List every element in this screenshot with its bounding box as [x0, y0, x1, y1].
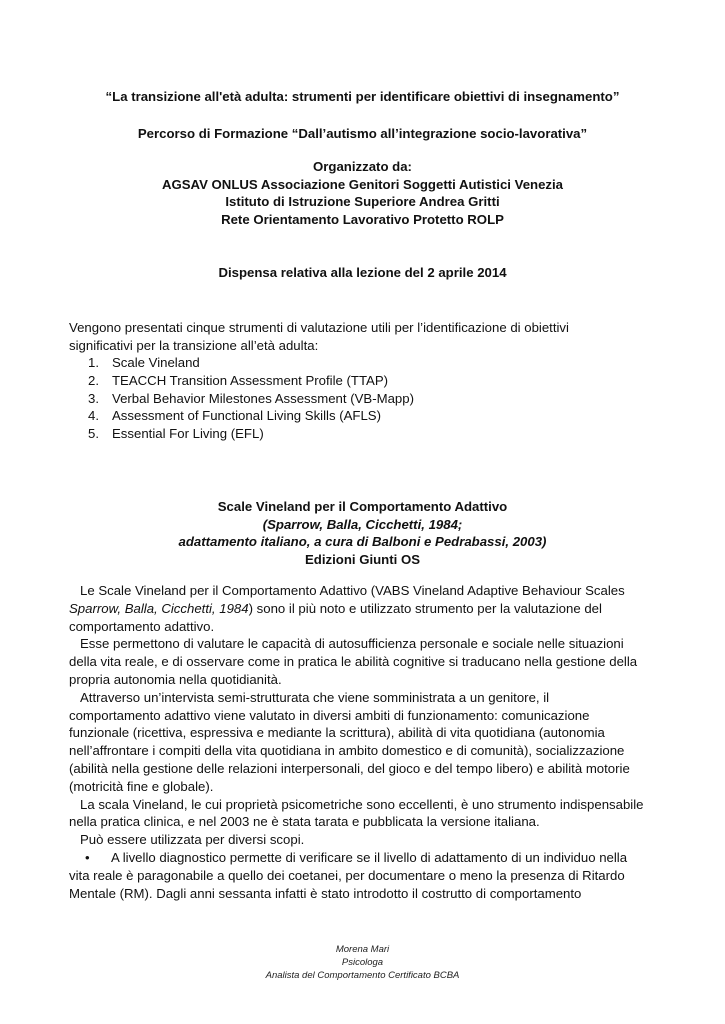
paragraph-line: [69, 600, 659, 618]
section-body: [69, 582, 659, 902]
list-number: 3.: [88, 390, 99, 406]
organizer-agsav: AGSAV ONLUS Associazione Genitori Soggetti Autistici Venezia: [161, 176, 564, 192]
list-text: Essential For Living (EFL): [112, 426, 264, 442]
paragraph-line: [69, 582, 659, 600]
list-number: 1.: [88, 355, 99, 370]
list-number: 4.: [88, 408, 99, 424]
paragraph-line: della vita reale, e di osservare come in pratica le abilità cognitive si traducano nella gestione della: [69, 654, 638, 670]
bullet-icon: •: [85, 849, 90, 865]
paragraph-line: propria autonomia nella quotidianità.: [69, 671, 282, 687]
list-number: 2.: [88, 372, 99, 388]
list-text: TEACCH Transition Assessment Profile (TTAP): [112, 372, 389, 388]
paragraph-line: [69, 689, 659, 707]
page-footer: [0, 943, 725, 982]
paragraph-line: comportamento adattivo.: [69, 618, 215, 634]
section-reference: adattamento italiano, a cura di Balboni e Pedrabassi, 2003): [178, 534, 547, 549]
list-item: [88, 390, 414, 408]
paragraph-line: nell’affrontare i compiti della vita quotidiana in ambito domestico e di comunità), socializzazione: [69, 743, 625, 759]
organizer-rolp: Rete Orientamento Lavorativo Protetto ROLP: [221, 211, 504, 227]
section-heading: [40, 498, 685, 568]
paragraph-text: ) sono il più noto e utilizzato strumento per la valutazione del: [248, 600, 602, 616]
paragraph-line: (abilità nella gestione delle relazioni interpersonali, del gioco e del tempo libero) e abilità motorie: [69, 760, 630, 776]
document-title: “La transizione all'età adulta: strumenti per identificare obiettivi di insegnamento”: [105, 89, 620, 104]
section-title: Scale Vineland per il Comportamento Adattivo: [217, 499, 508, 514]
paragraph-line: nella pratica clinica, e nel 2003 ne è stata tarata e pubblicata la versione italiana.: [69, 814, 540, 830]
list-item: [88, 372, 414, 390]
organizer-gritti: Istituto di Istruzione Superiore Andrea Gritti: [225, 194, 500, 209]
paragraph-line: [69, 831, 659, 849]
paragraph-text: Esse permettono di valutare le capacità di autosufficienza personale e sociale nelle situazioni: [80, 636, 624, 652]
footer-certification: Analista del Comportamento Certificato BCBA: [265, 970, 460, 981]
list-item: [88, 407, 414, 425]
section-reference: (Sparrow, Balla, Cicchetti, 1984;: [262, 516, 463, 532]
list-item: [88, 425, 414, 443]
tools-list: [88, 354, 414, 443]
list-text: Assessment of Functional Living Skills (AFLS): [112, 408, 381, 424]
paragraph-line: comportamento adattivo viene valutato in diversi ambiti di funzionamento: comunicazione: [69, 707, 590, 723]
list-item: [88, 354, 414, 372]
paragraph-line: Mentale (RM). Dagli anni sessanta infatti è stato introdotto il costrutto di comportamento: [69, 885, 582, 901]
intro-line: significativi per la transizione all’età adulta:: [69, 337, 319, 353]
footer-name: Morena Mari: [335, 944, 390, 955]
list-number: 5.: [88, 426, 99, 442]
organizers-block: [40, 158, 685, 228]
paragraph-line: [69, 635, 659, 653]
intro-paragraph: [69, 319, 669, 355]
paragraph-line: (motricità fine e globale).: [69, 778, 214, 794]
paragraph-line: vita reale è paragonabile a quello dei coetanei, per documentare o meno la presenza di Ritardo: [69, 867, 625, 883]
paragraph-text: Può essere utilizzata per diversi scopi.: [80, 832, 305, 848]
paragraph-line: funzionale (ricettiva, espressiva e mediante la scrittura), abilità di vita quotidiana (autonomia: [69, 725, 605, 741]
citation: Sparrow, Balla, Cicchetti, 1984: [69, 600, 249, 616]
paragraph-text: Le Scale Vineland per il Comportamento Adattivo (VABS Vineland Adaptive Behaviour Scales: [80, 583, 625, 598]
paragraph-text: A livello diagnostico permette di verificare se il livello di adattamento di un individuo nella: [111, 849, 628, 865]
course-title: Percorso di Formazione “Dall’autismo all’integrazione socio-lavorativa”: [137, 126, 588, 141]
footer-role: Psicologa: [341, 957, 384, 968]
list-text: Scale Vineland: [112, 355, 200, 370]
list-text: Verbal Behavior Milestones Assessment (VB-Mapp): [112, 390, 414, 406]
intro-line: Vengono presentati cinque strumenti di valutazione utili per l’identificazione di obiettivi: [69, 320, 569, 335]
paragraph-text: La scala Vineland, le cui proprietà psicometriche sono eccellenti, è uno strumento indispensabile: [80, 796, 644, 812]
paragraph-text: Attraverso un’intervista semi-strutturata che viene somministrata a un genitore, il: [80, 689, 550, 705]
organized-by-label: Organizzato da:: [313, 159, 412, 174]
paragraph-line: [69, 796, 659, 814]
section-publisher: Edizioni Giunti OS: [304, 551, 421, 567]
bullet-line: [69, 849, 659, 867]
dispensa-heading: Dispensa relativa alla lezione del 2 aprile 2014: [218, 265, 507, 280]
